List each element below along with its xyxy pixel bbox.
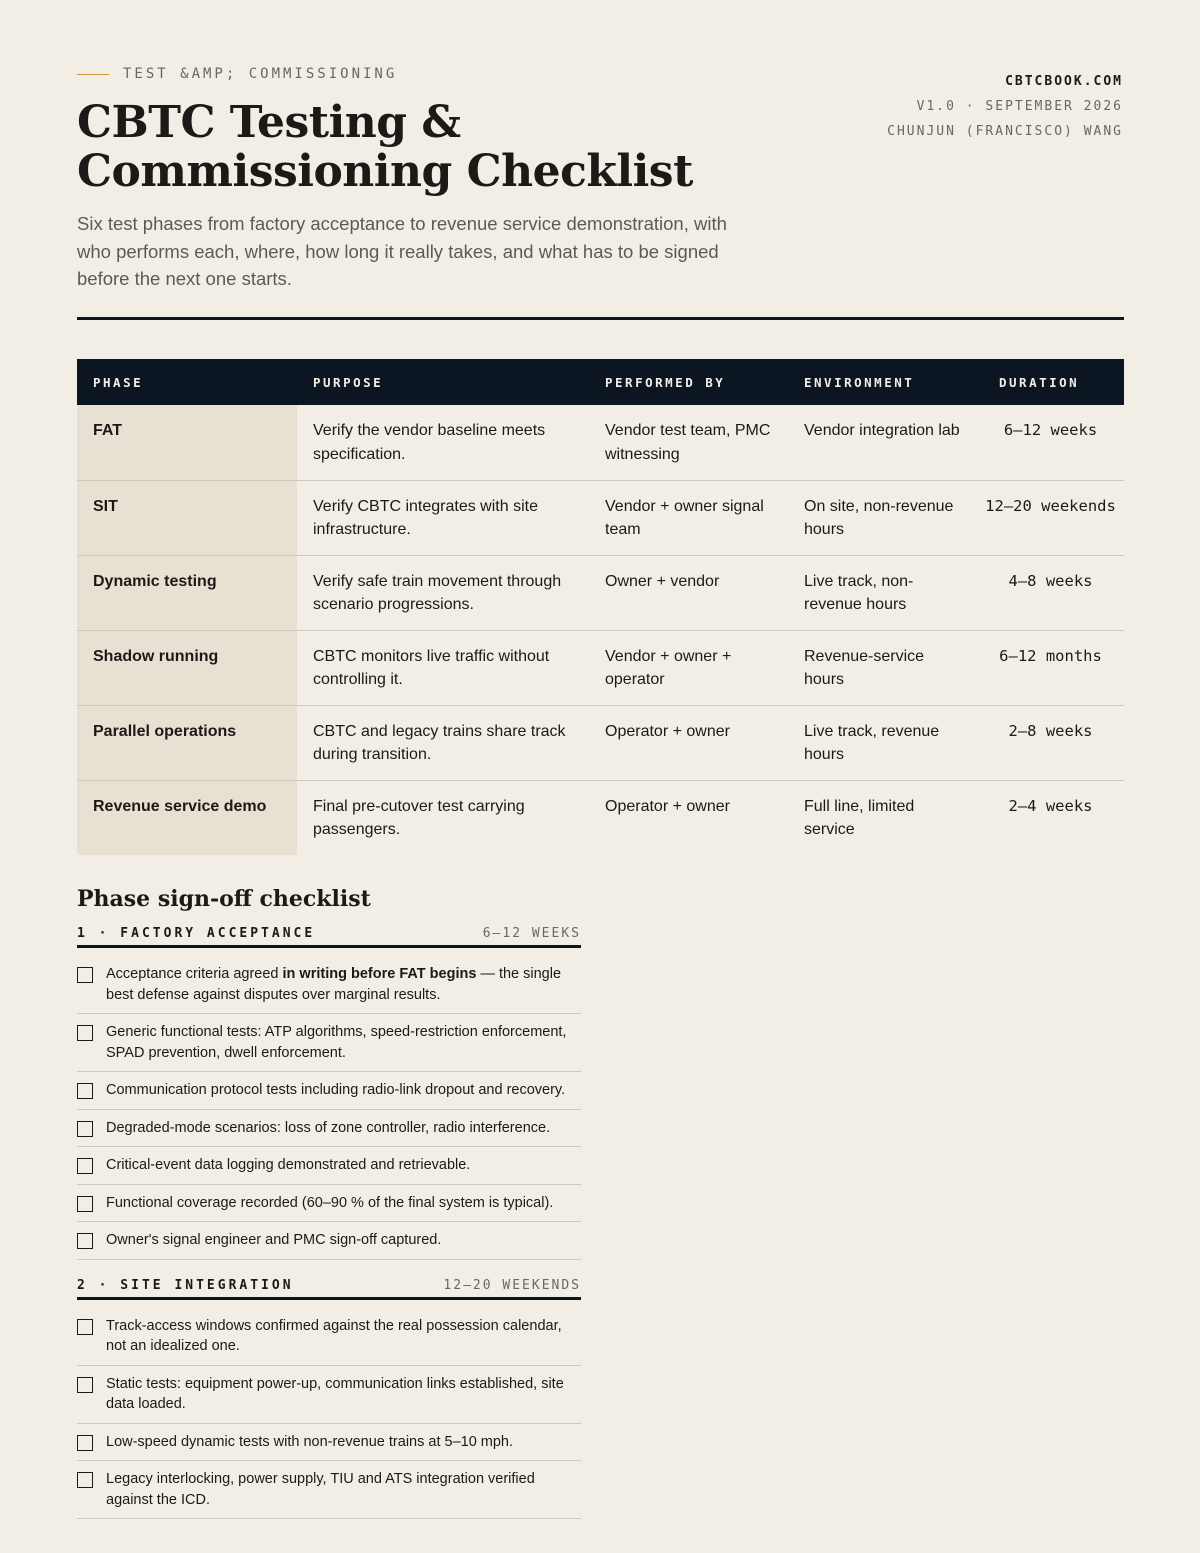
header-divider xyxy=(77,317,1124,320)
purpose-cell: Verify CBTC integrates with site infrastructure. xyxy=(297,480,589,555)
performed-by-cell: Operator + owner xyxy=(589,705,788,780)
environment-cell: Revenue-service hours xyxy=(788,630,983,705)
duration-cell: 12–20 weekends xyxy=(983,480,1124,555)
column-header-performed-by: PERFORMED BY xyxy=(589,359,788,405)
phase-cell: Shadow running xyxy=(77,630,297,705)
table-row xyxy=(77,630,1124,705)
page-title xyxy=(77,98,777,196)
checkbox[interactable] xyxy=(77,1083,93,1099)
section-duration: 6–12 WEEKS xyxy=(482,926,581,941)
table-header-row xyxy=(77,359,1124,405)
duration-cell: 6–12 weeks xyxy=(983,405,1124,480)
phase-cell: Revenue service demo xyxy=(77,780,297,855)
column-header-duration: DURATION xyxy=(983,359,1124,405)
duration-cell: 2–4 weeks xyxy=(1008,796,1093,815)
phase-cell: Dynamic testing xyxy=(77,555,297,630)
checklist-item xyxy=(77,1072,581,1110)
eyebrow-rule xyxy=(77,74,109,75)
section-header-factory-acceptance xyxy=(77,926,581,948)
table-row xyxy=(77,705,1124,780)
checklist-item xyxy=(77,1222,581,1260)
duration-cell: 2–8 weeks xyxy=(983,705,1124,780)
checkbox[interactable] xyxy=(77,1121,93,1137)
document-meta xyxy=(887,69,1123,144)
phase-cell: SIT xyxy=(77,480,297,555)
item-text-pre: Acceptance criteria agreed xyxy=(106,966,283,982)
duration-cell: 6–12 months xyxy=(983,630,1124,705)
checkbox[interactable] xyxy=(77,1233,93,1249)
checklist-item xyxy=(77,1147,581,1185)
checklist-item xyxy=(77,1300,581,1366)
title-line-2: Commissioning Checklist xyxy=(77,146,693,197)
performed-by-cell: Owner + vendor xyxy=(589,555,788,630)
checklist-item xyxy=(77,1366,581,1424)
section-duration: 12–20 WEEKENDS xyxy=(443,1277,581,1293)
purpose-cell: Verify safe train movement through scenario progressions. xyxy=(297,555,589,630)
item-text-bold: in writing before FAT begins xyxy=(282,966,477,982)
checklist-item-text: Critical-event data logging demonstrated and retrievable. xyxy=(106,1157,471,1173)
title-line-1: CBTC Testing & xyxy=(77,97,461,148)
checklist-item-text: Static tests: equipment power-up, communication links established, site data loaded. xyxy=(106,1375,564,1412)
table-row xyxy=(77,780,1124,855)
section-header-site-integration xyxy=(77,1278,581,1300)
phase-table xyxy=(77,359,1124,855)
checklist-item xyxy=(77,1014,581,1072)
environment-cell: On site, non-revenue hours xyxy=(788,480,983,555)
checklist-item-text: Generic functional tests: ATP algorithms, speed-restriction enforcement, SPAD prevention, dwell enforcement. xyxy=(106,1024,567,1061)
section-title: 1 · FACTORY ACCEPTANCE xyxy=(77,926,316,941)
checkbox[interactable] xyxy=(77,1472,93,1488)
checkbox[interactable] xyxy=(77,1435,93,1451)
signoff-checklist xyxy=(77,886,581,1537)
checklist-item-text: Communication protocol tests including radio-link dropout and recovery. xyxy=(106,1082,566,1098)
checklist-item-text xyxy=(106,964,581,1005)
column-header-purpose: PURPOSE xyxy=(297,359,589,405)
checkbox[interactable] xyxy=(77,1158,93,1174)
table-row xyxy=(77,480,1124,555)
site-integration-list xyxy=(77,1300,581,1520)
performed-by-cell: Vendor + owner + operator xyxy=(589,630,788,705)
checklist-item-text: Low-speed dynamic tests with non-revenue trains at 5–10 mph. xyxy=(106,1433,514,1450)
environment-cell: Vendor integration lab xyxy=(788,405,983,480)
environment-cell: Full line, limited service xyxy=(804,797,915,838)
checklist-item-text: Legacy interlocking, power supply, TIU and ATS integration verified against the ICD. xyxy=(106,1471,535,1508)
author-name: CHUNJUN (FRANCISCO) WANG xyxy=(887,124,1123,139)
environment-cell: Live track, revenue hours xyxy=(788,705,983,780)
checklist-item-text: Owner's signal engineer and PMC sign-off captured. xyxy=(106,1232,442,1248)
site-name: CBTCBOOK.COM xyxy=(1005,74,1123,89)
checkbox[interactable] xyxy=(77,1377,93,1393)
checklist-item xyxy=(77,1424,581,1462)
performed-by-cell: Vendor test team, PMC witnessing xyxy=(589,405,788,480)
eyebrow-label: TEST &AMP; COMMISSIONING xyxy=(123,66,398,82)
checkbox[interactable] xyxy=(77,1319,93,1335)
purpose-cell: Final pre-cutover test carrying passengers. xyxy=(313,797,525,838)
checklist-item-text: Track-access windows confirmed against the real possession calendar, not an idealized one. xyxy=(106,1317,562,1354)
phase-cell: FAT xyxy=(77,405,297,480)
checklist-item xyxy=(77,1185,581,1223)
eyebrow xyxy=(77,66,397,82)
checklist-item xyxy=(77,948,581,1014)
checkbox[interactable] xyxy=(77,1025,93,1041)
purpose-cell: Verify the vendor baseline meets specification. xyxy=(297,405,589,480)
section-title: 2 · SITE INTEGRATION xyxy=(77,1277,294,1293)
version-date: V1.0 · SEPTEMBER 2026 xyxy=(916,99,1123,114)
factory-acceptance-list xyxy=(77,948,581,1260)
checkbox[interactable] xyxy=(77,967,93,983)
performed-by-cell: Vendor + owner signal team xyxy=(589,480,788,555)
checklist-heading: Phase sign-off checklist xyxy=(77,886,371,912)
checklist-item xyxy=(77,1461,581,1519)
purpose-cell: CBTC monitors live traffic without controlling it. xyxy=(297,630,589,705)
environment-cell: Live track, non-revenue hours xyxy=(788,555,983,630)
item-text-post: — the single best defense against disputes over marginal results. xyxy=(106,966,562,1003)
checklist-item xyxy=(77,1110,581,1148)
performed-by-cell: Operator + owner xyxy=(605,797,730,815)
table-row xyxy=(77,405,1124,480)
duration-cell: 4–8 weeks xyxy=(983,555,1124,630)
checklist-item-text: Degraded-mode scenarios: loss of zone controller, radio interference. xyxy=(106,1119,551,1136)
intro-text: Six test phases from factory acceptance to revenue service demonstration, with who performs each, where, how long it really takes, and what has to be signed before the next one starts. xyxy=(77,213,727,289)
column-header-phase: PHASE xyxy=(77,359,297,405)
purpose-cell: CBTC and legacy trains share track during transition. xyxy=(297,705,589,780)
column-header-environment: ENVIRONMENT xyxy=(788,359,983,405)
checklist-item-text: Functional coverage recorded (60–90 % of the final system is typical). xyxy=(106,1194,554,1211)
phase-cell: Parallel operations xyxy=(77,705,297,780)
checkbox[interactable] xyxy=(77,1196,93,1212)
table-row xyxy=(77,555,1124,630)
